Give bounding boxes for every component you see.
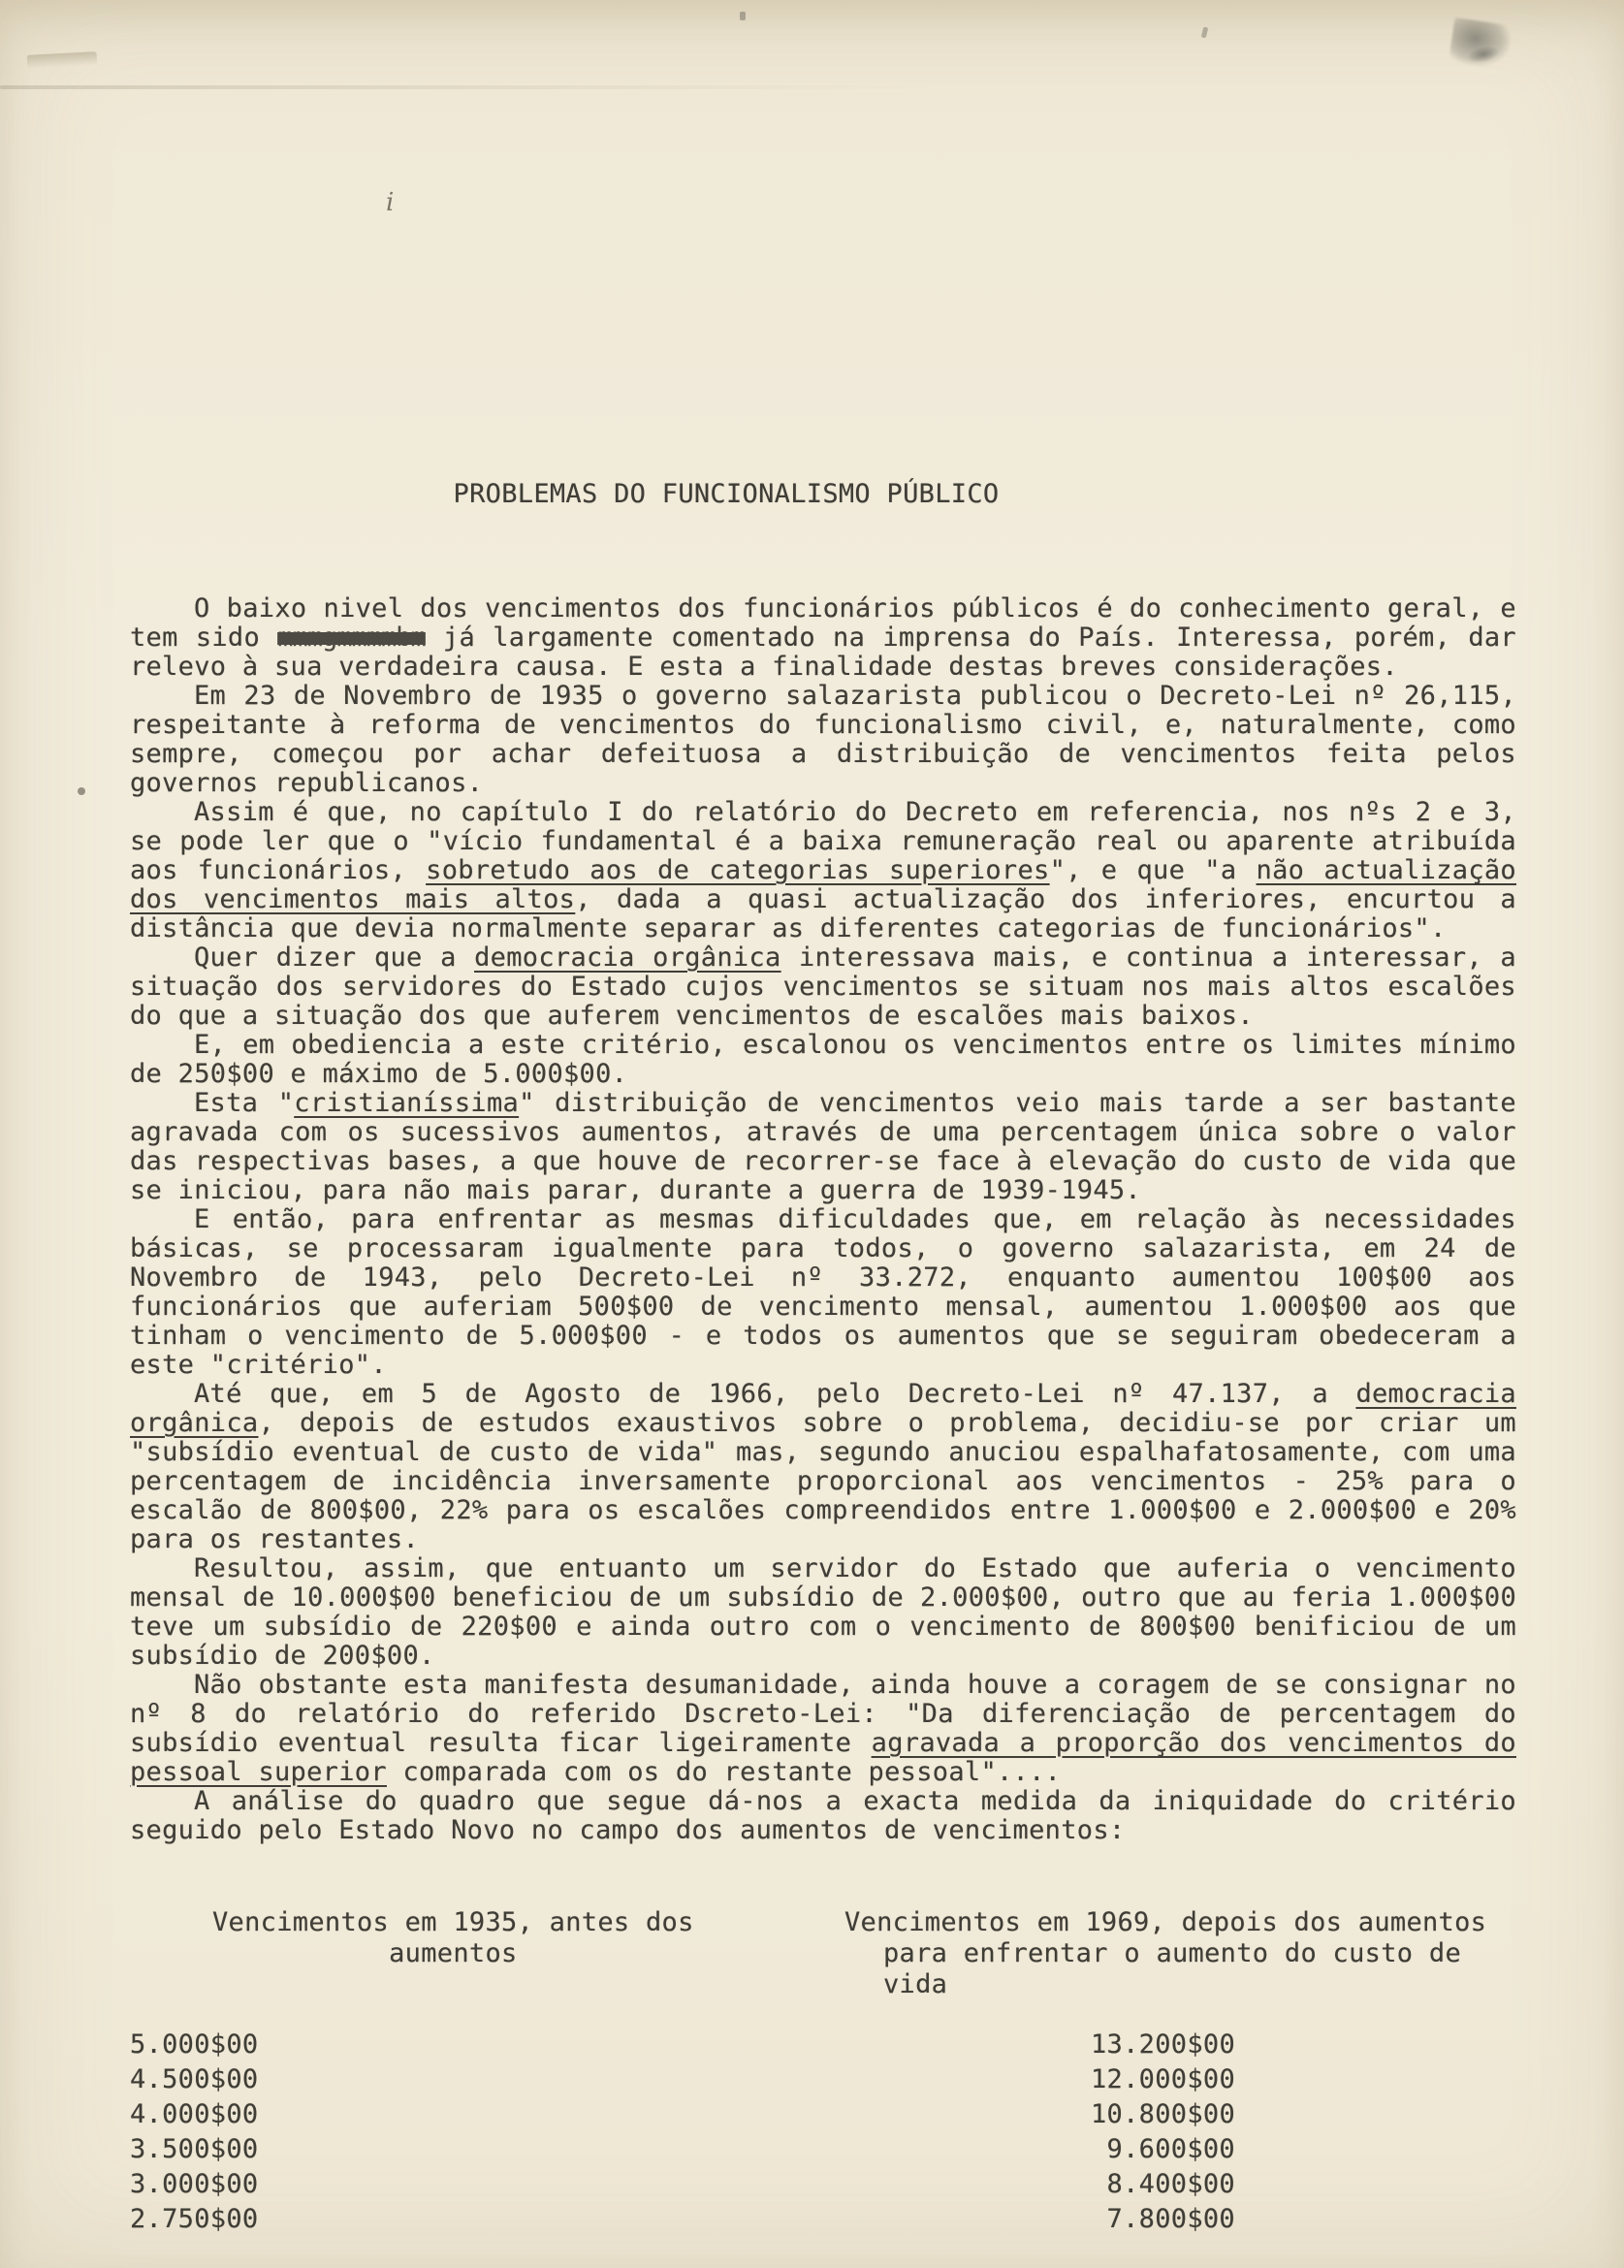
document-title: PROBLEMAS DO FUNCIONALISMO PÚBLICO <box>453 479 1000 509</box>
value-1969: 13.200$00 <box>1091 2029 1235 2060</box>
underlined-text: democracia orgânica <box>474 942 781 973</box>
text-run: , depois de estudos exaustivos sobre o problema, decidiu-se por criar um "subsídio eventual de custo de vida" mas, segundo anuciou espalhafatosamente, com uma percentagem de incidência inversamente proporcional aos vencimentos - 25% para o escalão de 800$00, 22% para os escalões compreendidos entre 1.000$00 e 2.000$00 e 20% para os restantes. <box>130 1408 1516 1554</box>
text-run: Quer dizer que a <box>194 942 475 973</box>
table-row <box>130 2062 1516 2097</box>
text-run: Assim é que, no capítulo I do relatório do Decreto em referencia, nos nºs 2 e 3, se pode ler que o "vício fundamental é a baixa remuneração real ou aparente atribuída aos funcionários, <box>130 797 1516 885</box>
paragraph <box>130 594 1516 682</box>
overstruck-text: mmmgmmmmbm <box>277 623 426 653</box>
text-run: Em 23 de Novembro de 1935 o governo salazarista publicou o Decreto-Lei nº 26,115, respeitante à reforma de vencimentos do funcionalismo civil, e, naturalmente, como sempre, começou por achar defeituosa a distribuição de vencimentos feita pelos governos republicanos. <box>130 681 1516 798</box>
underlined-text: não actualização dos vencimentos mais altos <box>130 855 1516 914</box>
table-row <box>130 2202 1516 2237</box>
underlined-text: democracia orgânica <box>130 1379 1516 1438</box>
table-header-1935-line1: Vencimentos em 1935, antes dos <box>212 1907 694 1937</box>
table-header-1935-line2: aumentos <box>389 1938 518 1968</box>
text-run: E então, para enfrentar as mesmas dificuldades que, em relação às necessidades básicas, se processaram igualmente para todos, o governo salazarista, em 24 de Novembro de 1943, pelo Decreto-Lei nº 33.272, enquanto aumentou 100$00 aos funcionários que auferiam 500$00 de vencimento mensal, aumentou 1.000$00 aos que tinham o vencimento de 5.000$00 - e todos os aumentos que se seguiram obedeceram a este "critério". <box>130 1204 1516 1380</box>
text-run: " distribuição de vencimentos veio mais tarde a ser bastante agravada com os sucessivos aumentos, através de uma percentagem única sobre o valor das respectivas bases, a que houve de recorrer-se face à elevação do custo de vida que se iniciou, para não mais parar, durante a guerra de 1939-1945. <box>130 1088 1516 1205</box>
paper-fold-crease <box>0 85 942 89</box>
paragraph <box>130 1671 1516 1787</box>
text-run: Não obstante esta manifesta desumanidade, ainda houve a coragem de se consignar no nº 8 do relatório do referido Dscreto-Lei: "Da diferenciação de percentagem do subsídio eventual resulta ficar ligeiramente <box>130 1670 1516 1758</box>
paragraph <box>130 1205 1516 1380</box>
paragraph <box>130 1031 1516 1089</box>
table-header-1969-line2: para enfrentar o aumento do custo de vida <box>883 1938 1461 1999</box>
text-run: O baixo nivel dos vencimentos dos funcionários públicos é do conhecimento geral, e tem sido <box>130 593 1516 653</box>
text-run: Esta " <box>194 1088 295 1118</box>
table-row <box>130 2097 1516 2132</box>
paragraph <box>130 1089 1516 1205</box>
document-content <box>130 479 1516 2237</box>
paragraph <box>130 943 1516 1031</box>
value-1969: 10.800$00 <box>1091 2099 1235 2129</box>
table-header-1969-line1: Vencimentos em 1969, depois dos aumentos <box>844 1907 1487 1937</box>
value-1935: 2.750$00 <box>130 2204 259 2234</box>
paragraph <box>130 1380 1516 1554</box>
table-row <box>130 2028 1516 2062</box>
paper-speck <box>78 787 85 795</box>
paragraph <box>130 1787 1516 1845</box>
value-1969: 12.000$00 <box>1091 2064 1235 2094</box>
text-run: interessava mais, e continua a interessar, a situação dos servidores do Estado cujos vencimentos se situam nos mais altos escalões do que a situação dos que auferem vencimentos de escalões mais baixos. <box>130 942 1516 1031</box>
paragraph <box>130 798 1516 943</box>
value-1935: 4.500$00 <box>130 2064 259 2094</box>
table-row <box>130 2132 1516 2167</box>
document-body <box>130 594 1516 1845</box>
paragraph <box>130 682 1516 798</box>
value-1969: 8.400$00 <box>1106 2169 1235 2199</box>
text-run: , dada a quasi actualização dos inferiores, encurtou a distância que devia normalmente separar as diferentes categorias de funcionários". <box>130 884 1516 943</box>
paragraph <box>130 1554 1516 1671</box>
value-1935: 3.000$00 <box>130 2169 259 2199</box>
table-row <box>130 2167 1516 2202</box>
handwritten-note: i <box>386 188 395 217</box>
text-run: ", e que "a <box>1049 855 1257 885</box>
table-header-1935 <box>212 1907 694 1969</box>
underlined-text: agravada a proporção dos vencimentos do pessoal superior <box>130 1728 1516 1787</box>
text-run: E, em obediencia a este critério, escalonou os vencimentos entre os limites mínimo de 250$00 e máximo de 5.000$00. <box>130 1030 1516 1089</box>
paper-speck <box>740 12 746 20</box>
text-run: Resultou, assim, que entuanto um servidor do Estado que auferia o vencimento mensal de 10.000$00 beneficiou de um subsídio de 2.000$00, outro que au feria 1.000$00 teve um subsídio de 220$00 e ainda outro com o vencimento de 800$00 benificiou de um subsídio de 200$00. <box>130 1553 1516 1671</box>
text-run: comparada com os do restante pessoal".... <box>386 1757 1062 1787</box>
text-run: Até que, em 5 de Agosto de 1966, pelo Decreto-Lei nº 47.137, a <box>194 1379 1356 1409</box>
text-run: já largamente comentado na imprensa do País. Interessa, porém, dar relevo à sua verdadeira causa. E esta a finalidade destas breves considerações. <box>130 623 1516 682</box>
value-1935: 5.000$00 <box>130 2029 259 2060</box>
value-1969: 9.600$00 <box>1106 2134 1235 2164</box>
table-rows <box>130 2028 1516 2237</box>
underlined-text: sobretudo aos de categorias superiores <box>426 855 1050 885</box>
value-1935: 3.500$00 <box>130 2134 259 2164</box>
vencimentos-table <box>130 1907 1516 2237</box>
paper-speck <box>1201 27 1209 39</box>
table-header-1969 <box>844 1907 1516 2000</box>
underlined-text: cristianíssima <box>294 1088 520 1118</box>
value-1969: 7.800$00 <box>1106 2204 1235 2234</box>
value-1935: 4.000$00 <box>130 2099 259 2129</box>
table-header <box>130 1907 1516 1999</box>
paper-tear-mark <box>27 51 98 69</box>
text-run: A análise do quadro que segue dá-nos a exacta medida da iniquidade do critério seguido pelo Estado Novo no campo dos aumentos de vencimentos: <box>130 1786 1516 1845</box>
